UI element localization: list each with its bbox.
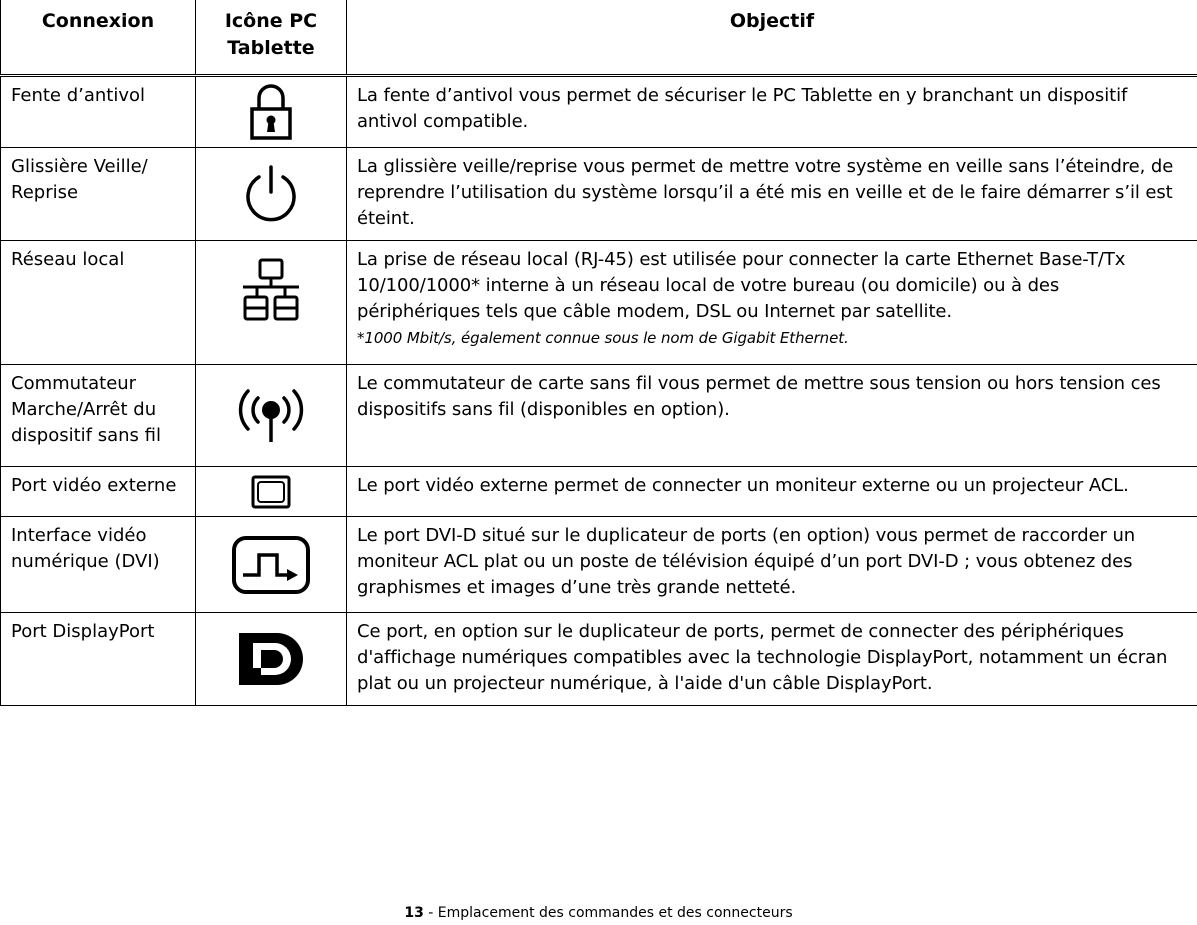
dvi-icon <box>196 535 346 595</box>
connection-name: Glissière Veille/ Reprise <box>1 148 196 241</box>
network-icon <box>196 257 346 323</box>
connection-name: Fente d’antivol <box>1 76 196 148</box>
footer-section-title: Emplacement des commandes et des connecteurs <box>437 905 793 921</box>
description: Le commutateur de carte sans fil vous permet de mettre sous tension ou hors tension ces dispositifs sans fil (disponibles en option). <box>347 365 1197 467</box>
table-row <box>1 467 1197 517</box>
header-purpose: Objectif <box>347 0 1197 76</box>
table-header-row <box>1 0 1197 76</box>
description: Ce port, en option sur le duplicateur de ports, permet de connecter des périphériques d'affichage numériques compatibles avec la technologie DisplayPort, notamment un écran plat ou un projecteur numérique, à l'aide d'un câble DisplayPort. <box>347 613 1197 706</box>
table-row <box>1 613 1197 706</box>
table-row <box>1 365 1197 467</box>
table-row <box>1 517 1197 613</box>
lock-icon <box>196 83 346 141</box>
description: Le port vidéo externe permet de connecter un moniteur externe ou un projecteur ACL. <box>347 467 1197 517</box>
wireless-antenna-icon <box>196 386 346 446</box>
table-row <box>1 76 1197 148</box>
header-connection: Connexion <box>1 0 196 76</box>
page-footer <box>0 904 1197 922</box>
description: La fente d’antivol vous permet de sécuriser le PC Tablette en y branchant un dispositif antivol compatible. <box>347 76 1197 148</box>
connection-name: Port DisplayPort <box>1 613 196 706</box>
connection-name: Interface vidéo numérique (DVI) <box>1 517 196 613</box>
monitor-icon <box>196 475 346 509</box>
power-icon <box>196 164 346 224</box>
displayport-icon <box>196 631 346 687</box>
description: Le port DVI-D situé sur le duplicateur de ports (en option) vous permet de raccorder un moniteur ACL plat ou un poste de télévision équipé d’un port DVI-D ; vous obtenez des graphismes et images d’une très grande netteté. <box>347 517 1197 613</box>
page-number: 13 <box>404 905 424 921</box>
table-row <box>1 241 1197 365</box>
header-icon: Icône PC Tablette <box>196 0 347 76</box>
footer-separator: - <box>423 905 438 921</box>
description: La glissière veille/reprise vous permet de mettre votre système en veille sans l’éteindre, de reprendre l’utilisation du système lorsqu’il a été mis en veille et de le faire démarrer s’il est éteint. <box>347 148 1197 241</box>
footnote: *1000 Mbit/s, également connue sous le nom de Gigabit Ethernet. <box>357 329 849 347</box>
connection-name: Réseau local <box>1 241 196 365</box>
description: La prise de réseau local (RJ-45) est utilisée pour connecter la carte Ethernet Base-T/Tx 10/100/1000* interne à un réseau local de votre bureau (ou domicile) ou à des périphériques tels que câble modem, DSL ou Internet par satellite. <box>357 249 1126 322</box>
table-row <box>1 148 1197 241</box>
connection-name: Port vidéo externe <box>1 467 196 517</box>
connection-name: Commutateur Marche/Arrêt du dispositif sans fil <box>1 365 196 467</box>
